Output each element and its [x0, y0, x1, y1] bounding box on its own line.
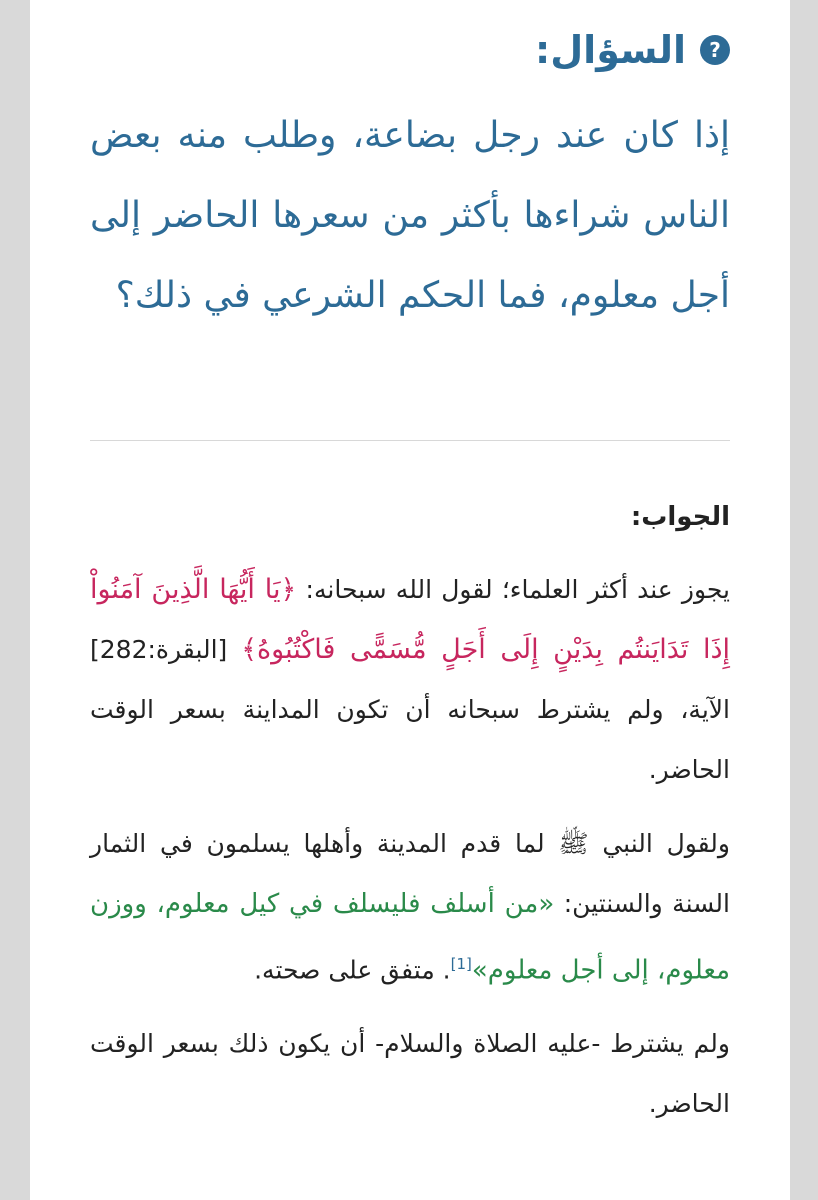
answer-title: الجواب: [630, 502, 730, 532]
paragraph-text: يجوز عند أكثر العلماء؛ لقول الله سبحانه: [296, 575, 730, 604]
answer-paragraph-2 [90, 814, 730, 1000]
quran-verse: ﴿يَا أَيُّهَا الَّذِينَ آمَنُواْ إِذَا تَدَايَنتُم بِدَيْنٍ إِلَى أَجَلٍ مُّسَمًّى فَاكْتُبُوهُ﴾ [90, 574, 730, 665]
question-header [535, 22, 730, 78]
footnote-link[interactable]: [1] [450, 955, 472, 973]
divider [90, 440, 730, 441]
question-text: إذا كان عند رجل بضاعة، وطلب منه بعض الناس شراءها بأكثر من سعرها الحاضر إلى أجل معلوم، فما الحكم الشرعي في ذلك؟ [90, 115, 730, 316]
answer-section [90, 492, 730, 1148]
hadith-quote: «من أسلف فليسلف في كيل معلوم، ووزن معلوم، إلى أجل معلوم» [90, 889, 730, 986]
paragraph-text: [البقرة:282] الآية، ولم يشترط سبحانه أن تكون المداينة بسعر الوقت الحاضر. [90, 635, 730, 784]
paragraph-text: ولقول النبي ﷺ لما قدم المدينة وأهلها يسلمون في الثمار السنة والسنتين: [90, 829, 730, 918]
question-circle-icon: ? [700, 35, 730, 65]
answer-paragraph-1 [90, 560, 730, 800]
answer-paragraph-3: ولم يشترط -عليه الصلاة والسلام- أن يكون ذلك بسعر الوقت الحاضر. [90, 1029, 730, 1119]
left-margin [0, 0, 30, 1200]
question-title: السؤال: [535, 28, 686, 72]
paragraph-text: . متفق على صحته. [254, 955, 451, 985]
fatwa-card [30, 0, 790, 1200]
right-margin [790, 0, 818, 1200]
